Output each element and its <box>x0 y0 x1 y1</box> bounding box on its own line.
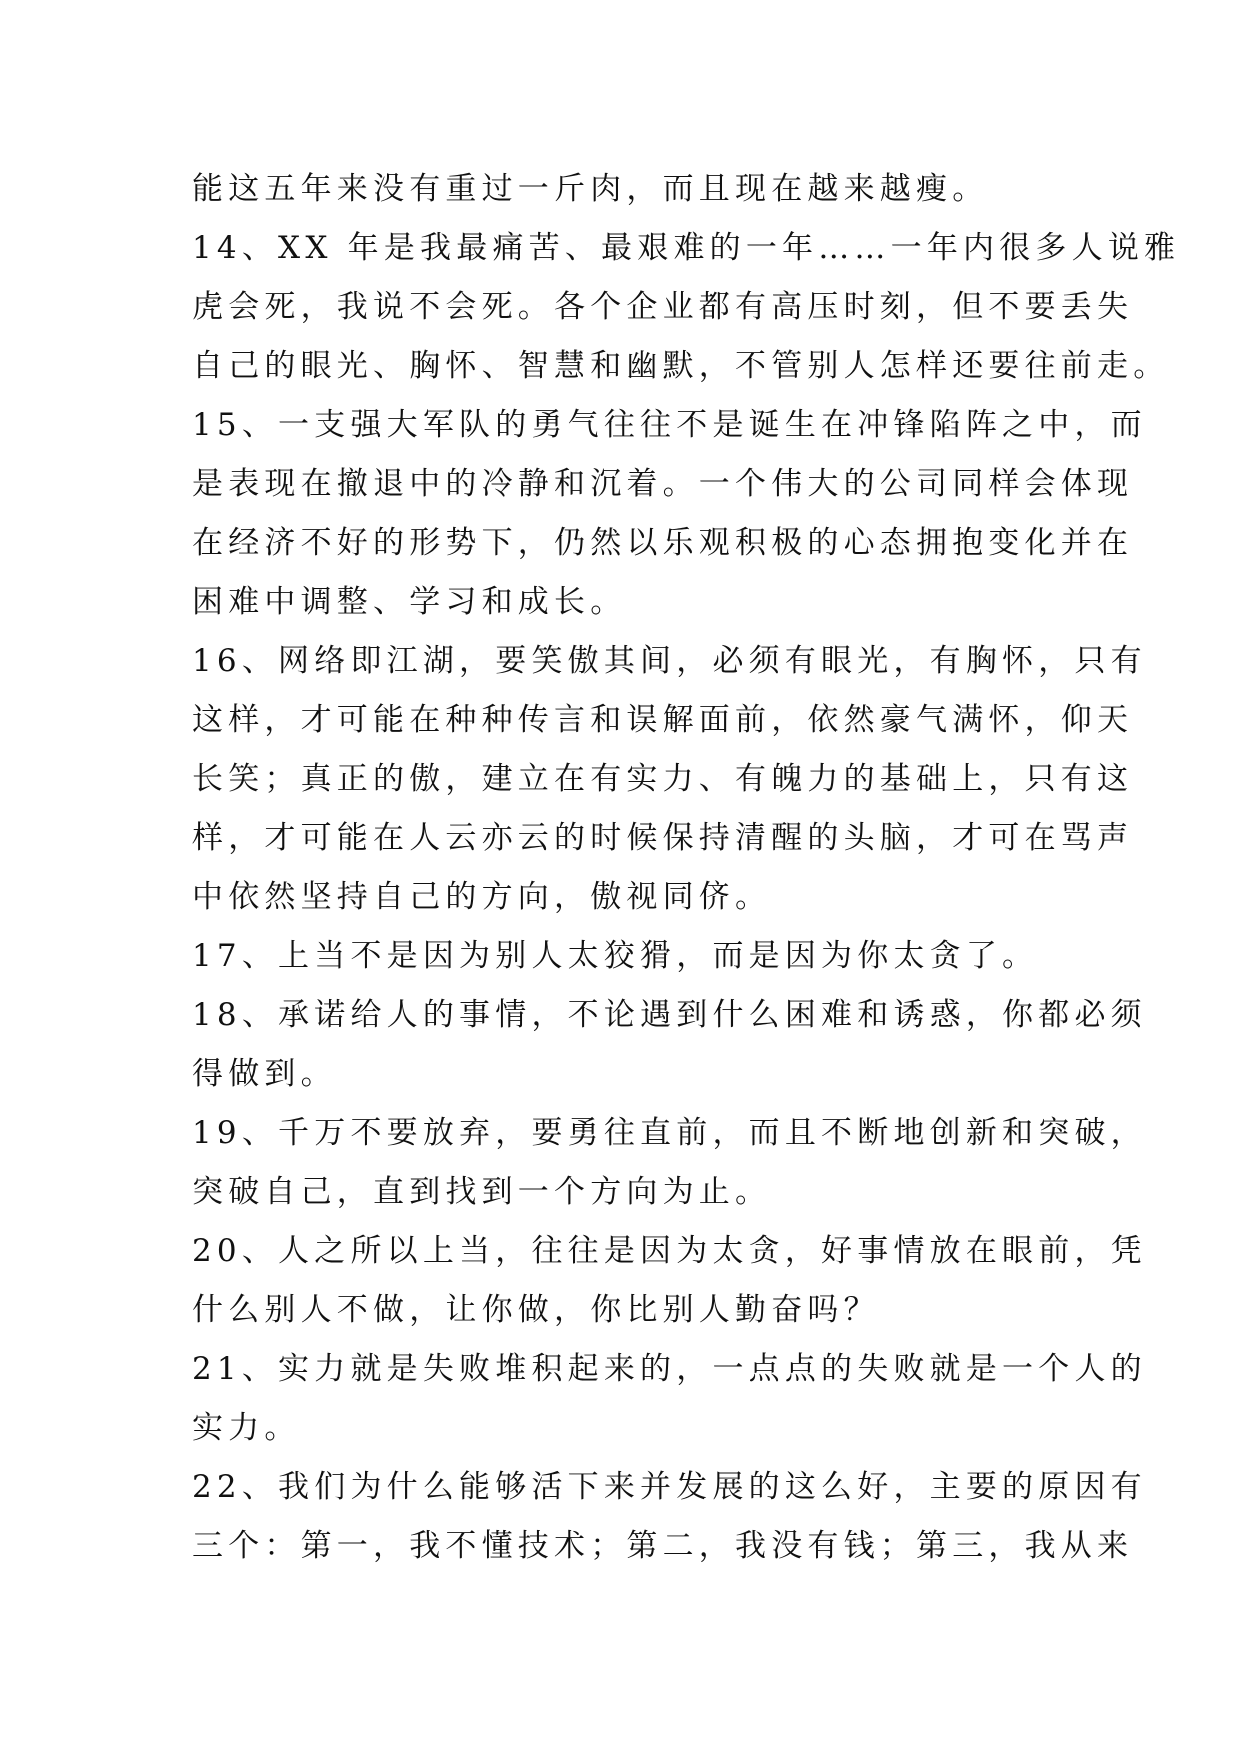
text-line: 16、网络即江湖，要笑傲其间，必须有眼光，有胸怀，只有 <box>192 643 1147 679</box>
text-line: 三个：第一，我不懂技术；第二，我没有钱；第三，我从来 <box>192 1528 1134 1564</box>
text-line: 什么别人不做，让你做，你比别人勤奋吗？ <box>192 1292 880 1328</box>
text-line: 长笑；真正的傲，建立在有实力、有魄力的基础上，只有这 <box>192 761 1134 797</box>
body-text <box>192 160 1181 1576</box>
text-line: 20、人之所以上当，往往是因为太贪，好事情放在眼前，凭 <box>192 1233 1147 1269</box>
text-line: 15、一支强大军队的勇气往往不是诞生在冲锋陷阵之中，而 <box>192 407 1147 443</box>
text-line: 21、实力就是失败堆积起来的，一点点的失败就是一个人的 <box>192 1351 1147 1387</box>
text-line: 中依然坚持自己的方向，傲视同侪。 <box>192 879 772 915</box>
text-line: 得做到。 <box>192 1056 337 1092</box>
text-line: 14、XX 年是我最痛苦、最艰难的一年……一年内很多人说雅 <box>192 230 1181 266</box>
text-line: 能这五年来没有重过一斤肉，而且现在越来越瘦。 <box>192 171 989 207</box>
text-line: 在经济不好的形势下，仍然以乐观积极的心态拥抱变化并在 <box>192 525 1134 561</box>
text-line: 18、承诺给人的事情，不论遇到什么困难和诱惑，你都必须 <box>192 997 1147 1033</box>
text-line: 突破自己，直到找到一个方向为止。 <box>192 1174 772 1210</box>
text-line: 19、千万不要放弃，要勇往直前，而且不断地创新和突破， <box>192 1115 1147 1151</box>
text-line: 22、我们为什么能够活下来并发展的这么好，主要的原因有 <box>192 1469 1147 1505</box>
text-line: 样，才可能在人云亦云的时候保持清醒的头脑，才可在骂声 <box>192 820 1134 856</box>
text-line: 自己的眼光、胸怀、智慧和幽默，不管别人怎样还要往前走。 <box>192 348 1170 384</box>
text-line: 实力。 <box>192 1410 301 1446</box>
text-line: 困难中调整、学习和成长。 <box>192 584 627 620</box>
text-line: 是表现在撤退中的冷静和沉着。一个伟大的公司同样会体现 <box>192 466 1134 502</box>
text-line: 虎会死，我说不会死。各个企业都有高压时刻，但不要丢失 <box>192 289 1134 325</box>
text-line: 17、上当不是因为别人太狡猾，而是因为你太贪了。 <box>192 938 1039 974</box>
text-line: 这样，才可能在种种传言和误解面前，依然豪气满怀，仰天 <box>192 702 1134 738</box>
